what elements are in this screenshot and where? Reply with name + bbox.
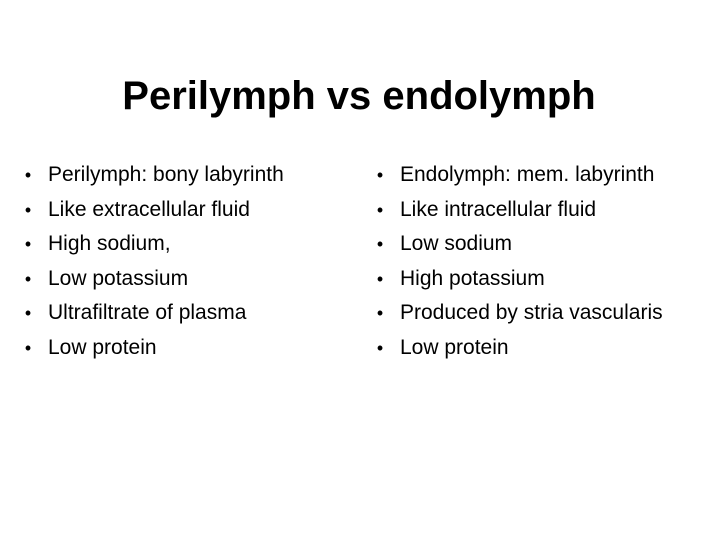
list-item-text: High potassium: [400, 266, 545, 290]
list-item: [372, 331, 717, 366]
bullet-icon: •: [24, 303, 32, 324]
bullet-icon: •: [24, 165, 32, 185]
bullet-icon: •: [24, 234, 32, 255]
bullet-icon: •: [376, 234, 384, 255]
list-item: [372, 296, 717, 331]
list-item: [372, 193, 717, 228]
list-item: [20, 296, 350, 331]
list-item: [20, 331, 350, 366]
list-item-text: Endolymph: mem. labyrinth: [400, 163, 655, 186]
bullet-icon: •: [376, 199, 384, 220]
list-item-text: Low sodium: [400, 232, 513, 256]
bullet-icon: •: [24, 337, 32, 358]
list-item: [20, 158, 350, 193]
list-item-text: Low potassium: [48, 266, 189, 290]
bullet-icon: •: [376, 268, 384, 289]
list-item-text: Low protein: [48, 335, 157, 359]
slide-title: [0, 70, 720, 122]
list-item: [372, 262, 717, 297]
list-item-text: Low protein: [400, 335, 509, 359]
bullet-icon: •: [24, 199, 32, 220]
bullet-icon: •: [24, 268, 32, 289]
list-item-text: Like extracellular fluid: [48, 197, 250, 221]
list-item-text: Like intracellular fluid: [400, 197, 597, 221]
bullet-icon: •: [376, 165, 384, 185]
list-item: [372, 227, 717, 262]
bullet-icon: •: [376, 303, 384, 324]
list-item: [372, 158, 717, 193]
list-item-text: Ultrafiltrate of plasma: [48, 301, 247, 325]
list-item: [20, 227, 350, 262]
endolymph-list: [372, 158, 717, 366]
list-item-text: High sodium,: [48, 232, 171, 256]
list-item: [20, 193, 350, 228]
bullet-icon: •: [376, 337, 384, 358]
perilymph-list: [20, 158, 350, 366]
slide-title-text: Perilymph vs endolymph: [122, 74, 596, 118]
list-item-text: Produced by stria vascularis: [400, 301, 663, 325]
list-item: [20, 262, 350, 297]
list-item-text: Perilymph: bony labyrinth: [48, 163, 284, 186]
